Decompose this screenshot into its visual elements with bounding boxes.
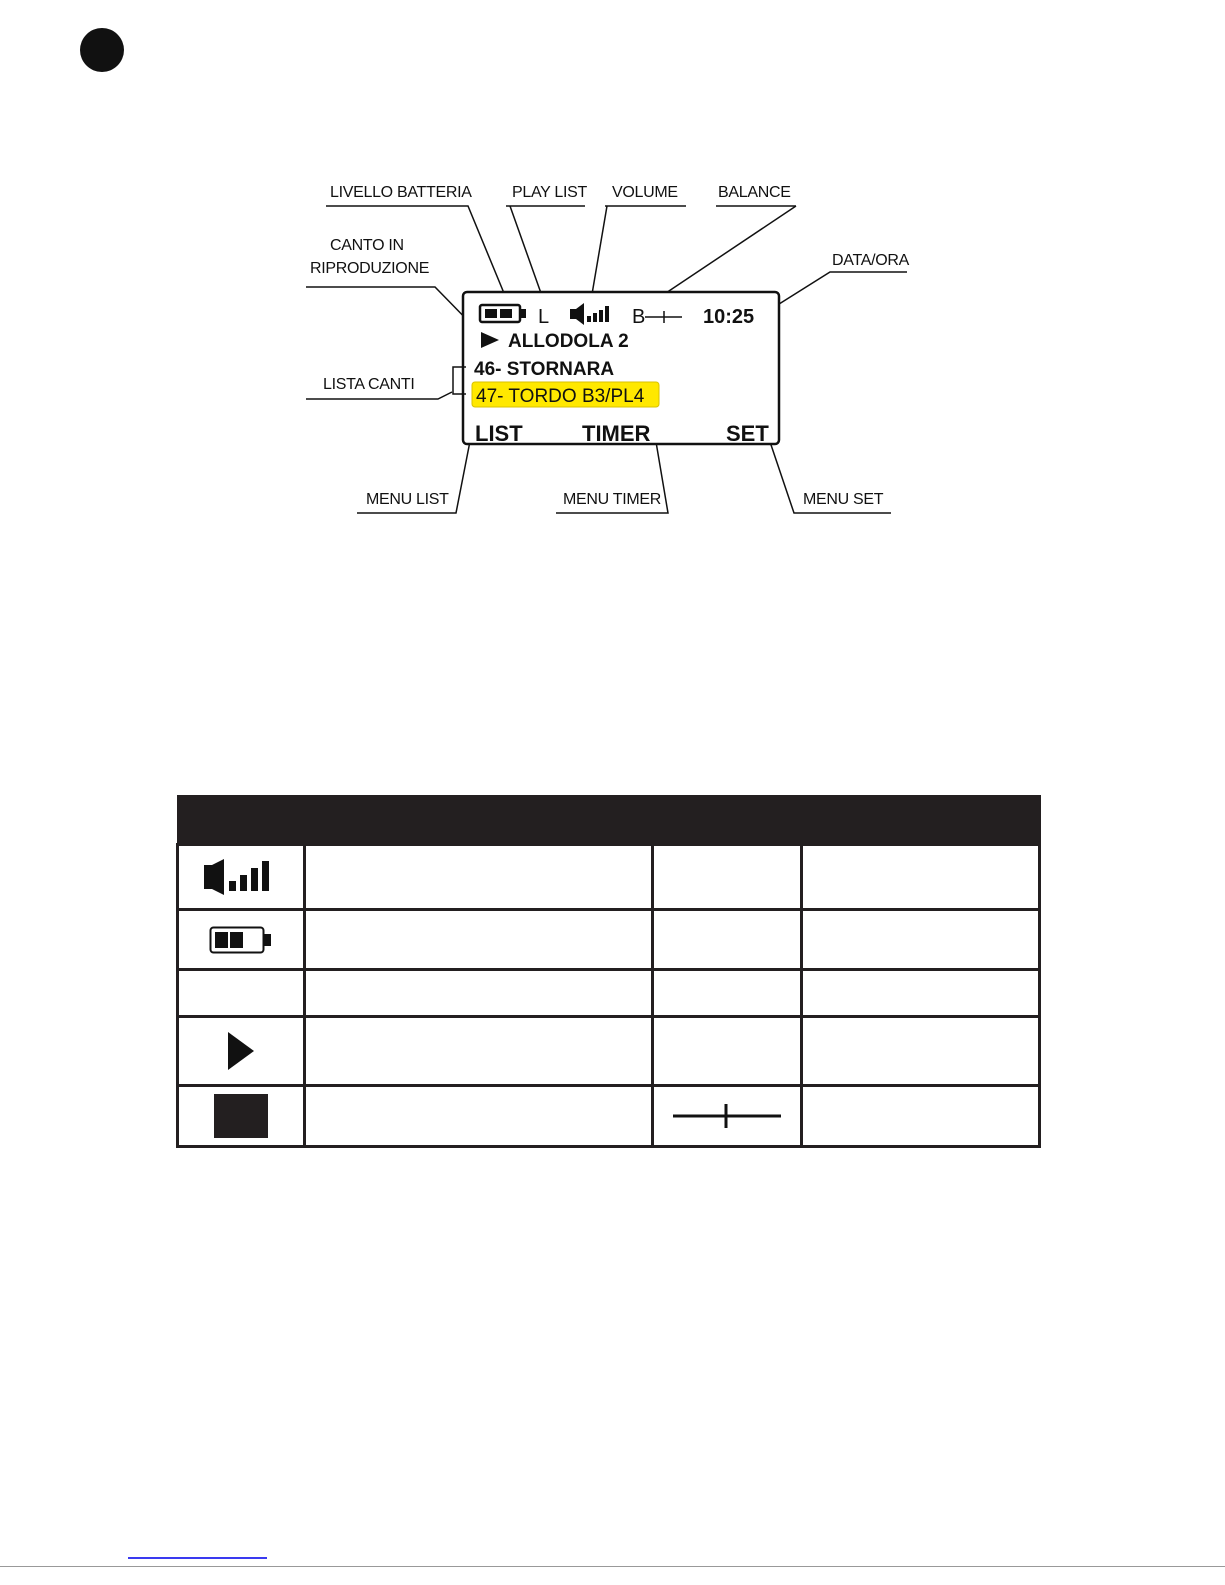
table-cell [802,845,1040,910]
label-menu-timer: MENU TIMER [563,491,662,508]
label-play-list: PLAY LIST [512,184,587,201]
table-cell [305,1017,653,1086]
balance-slider-icon [673,1104,781,1128]
softkey-timer[interactable]: TIMER [582,421,651,446]
table-cell-icon [178,1017,305,1086]
table-header-row [178,796,1040,845]
table-cell [305,970,653,1017]
softkey-list[interactable]: LIST [475,421,523,446]
table-cell [802,910,1040,970]
table-cell-icon [178,1086,305,1147]
label-song-playing-line2: RIPRODUZIONE [310,260,430,277]
label-menu-list: MENU LIST [366,491,449,508]
label-balance: BALANCE [718,184,791,201]
label-song-list: LISTA CANTI [323,376,415,393]
label-menu-set: MENU SET [803,491,884,508]
lcd-time: 10:25 [703,306,755,328]
softkey-set[interactable]: SET [726,421,769,446]
table-cell [653,1017,802,1086]
volume-icon [204,859,278,895]
table-cell [802,1017,1040,1086]
table-cell-icon [178,845,305,910]
table-cell [653,970,802,1017]
battery-icon [209,926,273,954]
table-cell-icon [178,970,305,1017]
table-cell [653,910,802,970]
table-row [178,845,1040,910]
table-row [178,1017,1040,1086]
lcd-balance-letter: B [632,306,646,328]
label-date-time: DATA/ORA [832,252,910,269]
table-cell-icon [178,910,305,970]
table-cell [802,1086,1040,1147]
lcd-now-playing: ALLODOLA 2 [508,331,629,352]
table-row [178,1086,1040,1147]
table-row [178,970,1040,1017]
play-icon [226,1032,256,1070]
table-cell [305,1086,653,1147]
table-row [178,910,1040,970]
battery-icon [480,305,526,322]
lcd-playlist-letter: L [538,306,550,328]
table-cell [653,845,802,910]
page-bottom-rule [0,1566,1225,1567]
label-song-playing-line1: CANTO IN [330,237,404,254]
icon-legend-table [176,795,1041,1148]
lcd-song-1: 46- STORNARA [474,359,615,380]
stop-icon [214,1094,268,1138]
table-cell [305,910,653,970]
table-cell [305,845,653,910]
lcd-song-2: 47- TORDO B3/PL4 [476,386,645,407]
footer-link-underline [128,1557,267,1559]
label-volume: VOLUME [612,184,678,201]
label-battery-level: LIVELLO BATTERIA [330,184,472,201]
lcd-display-diagram [0,0,1225,560]
table-cell [653,1086,802,1147]
table-cell [802,970,1040,1017]
